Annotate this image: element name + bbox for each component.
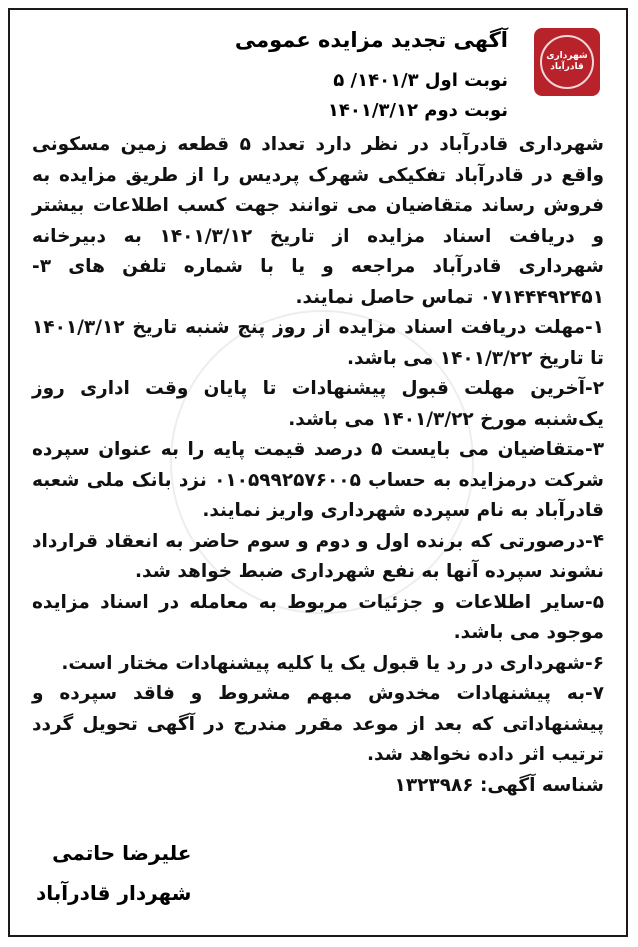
intro-paragraph: شهرداری قادرآباد در نظر دارد تعداد ۵ قطعه زمین مسکونی واقع در قادرآباد تفکیکی شهرک پردیس را از طریق مزایده به فروش رساند متقاضیان می توانند جهت کسب اطلاعات بیشتر و دریافت اسناد مزایده از تاریخ ۱۴۰۱/۳/۱۲ به دبیرخانه شهرداری قادرآباد مراجعه و یا با شماره تلفن های ۳- ۰۷۱۴۴۴۹۲۴۵۱ تماس حاصل نمایند. (32, 134, 605, 308)
notice-body (32, 130, 604, 801)
condition-item-1: ۱-مهلت دریافت اسناد مزایده از روز پنج شنبه تاریخ ۱۴۰۱/۳/۱۲ تا تاریخ ۱۴۰۱/۳/۲۲ می باشد. (32, 317, 604, 369)
condition-item-7: ۷-به پیشنهادات مخدوش مبهم مشروط و فاقد سپرده و پیشنهاداتی که بعد از موعد مقرر مندرج در آگهی تحویل گردد ترتیب اثر داده نخواهد شد. (32, 683, 604, 765)
condition-item-3: ۳-متقاضیان می بایست ۵ درصد قیمت پایه را به عنوان سپرده شرکت درمزایده به حساب ۰۱۰۵۹۹۲۵۷۶۰۰۵ نزد بانک ملی شعبه قادرآباد به نام سپرده شهرداری واریز نمایند. (32, 439, 604, 521)
ad-identifier: شناسه آگهی: ۱۳۲۳۹۸۶ (394, 774, 604, 796)
notice-frame (8, 8, 628, 937)
condition-item-5: ۵-سایر اطلاعات و جزئیات مربوط به معامله در اسناد مزایده موجود می باشد. (32, 591, 604, 643)
municipality-logo (534, 28, 600, 96)
signatory-title: شهردار قادرآباد (36, 881, 192, 905)
first-round-date: نوبت اول ۱۴۰۱/۳/ ۵ (333, 70, 508, 91)
notice-title: آگهی تجدید مزایده عمومی (234, 28, 508, 52)
condition-item-6: ۶-شهرداری در رد یا قبول یک یا کلیه پیشنهادات مختار است. (61, 652, 604, 674)
logo-emblem (540, 35, 594, 89)
signatory-name: علیرضا حاتمی (52, 841, 192, 865)
second-round-date: نوبت دوم ۱۴۰۱/۳/۱۲ (327, 100, 508, 121)
signature-block (36, 833, 191, 913)
condition-item-2: ۲-آخرین مهلت قبول پیشنهادات تا پایان وقت اداری روز یک‌شنبه مورخ ۱۴۰۱/۳/۲۲ می باشد. (32, 378, 604, 430)
logo-text: شهرداری قادرآباد (546, 51, 588, 72)
condition-item-4: ۴-درصورتی که برنده اول و دوم و سوم حاضر به انعقاد قرارداد نشوند سپرده آنها به نفع شهرداری ضبط خواهد شد. (32, 530, 604, 582)
